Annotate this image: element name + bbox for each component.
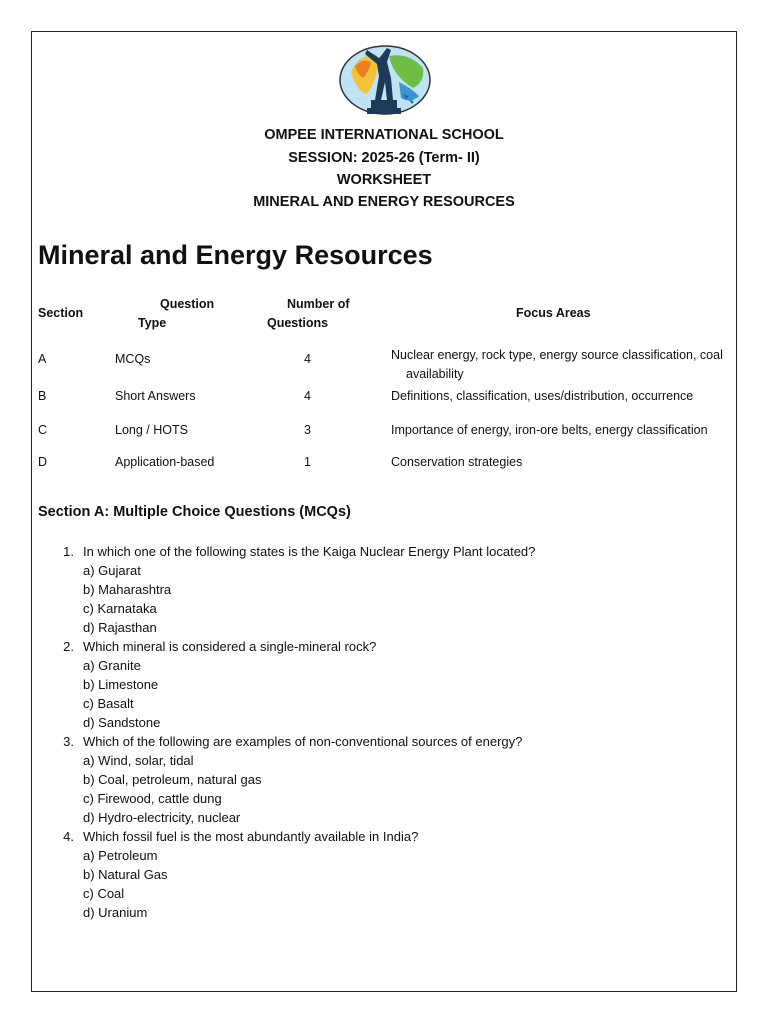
- col-header-number-line2: Questions: [267, 316, 329, 330]
- row-a-count: 4: [304, 352, 311, 366]
- row-d-focus: Conservation strategies: [391, 455, 523, 469]
- question-number: 2.: [63, 639, 74, 654]
- row-a-type: MCQs: [115, 352, 151, 366]
- option-2a: a) Granite: [83, 658, 141, 673]
- worksheet-label: WORKSHEET: [336, 172, 432, 188]
- row-c-section: C: [38, 423, 48, 437]
- option-4c: c) Coal: [83, 886, 125, 901]
- question-1: [32, 542, 732, 561]
- option-1b: b) Maharashtra: [83, 582, 172, 597]
- school-name: OMPEE INTERNATIONAL SCHOOL: [264, 127, 504, 143]
- question-text: Which of the following are examples of non-conventional sources of energy?: [83, 734, 523, 749]
- option-2b: b) Limestone: [83, 677, 159, 692]
- row-d-section: D: [38, 455, 48, 469]
- option-3b: b) Coal, petroleum, natural gas: [83, 772, 262, 787]
- option-2c: c) Basalt: [83, 696, 134, 711]
- col-header-section: Section: [38, 306, 84, 320]
- option-3d: d) Hydro-electricity, nuclear: [83, 810, 241, 825]
- col-header-number-line1: Number of: [287, 297, 350, 311]
- option-1c: c) Karnataka: [83, 601, 157, 616]
- option-4a: a) Petroleum: [83, 848, 158, 863]
- option-4d: d) Uranium: [83, 905, 148, 920]
- row-b-focus: Definitions, classification, uses/distribution, occurrence: [391, 389, 694, 403]
- row-a-section: A: [38, 352, 47, 366]
- col-header-type-line2: Type: [138, 316, 167, 330]
- row-c-count: 3: [304, 423, 311, 437]
- question-text: Which mineral is considered a single-mineral rock?: [83, 639, 377, 654]
- question-2: [32, 637, 732, 656]
- question-number: 3.: [63, 734, 74, 749]
- option-3c: c) Firewood, cattle dung: [83, 791, 222, 806]
- row-c-focus: Importance of energy, iron-ore belts, energy classification: [391, 423, 708, 437]
- option-4b: b) Natural Gas: [83, 867, 168, 882]
- option-1a: a) Gujarat: [83, 563, 141, 578]
- col-header-type-line1: Question: [160, 297, 215, 311]
- worksheet-page: [31, 31, 737, 992]
- row-b-type: Short Answers: [115, 389, 196, 403]
- option-3a: a) Wind, solar, tidal: [83, 753, 194, 768]
- question-number: 4.: [63, 829, 74, 844]
- row-d-count: 1: [304, 455, 311, 469]
- row-c-type: Long / HOTS: [115, 423, 188, 437]
- question-4: [32, 827, 732, 846]
- row-d-type: Application-based: [115, 455, 215, 469]
- question-3: [32, 732, 732, 751]
- option-1d: d) Rajasthan: [83, 620, 157, 635]
- section-a-heading: Section A: Multiple Choice Questions (MCQs): [38, 504, 351, 520]
- session-line: SESSION: 2025-26 (Term- II): [288, 150, 480, 166]
- row-a-focus-line2: availability: [406, 367, 464, 381]
- question-number: 1.: [63, 544, 74, 559]
- topic-line: MINERAL AND ENERGY RESOURCES: [253, 194, 515, 210]
- row-b-section: B: [38, 389, 47, 403]
- school-logo-icon: [337, 42, 433, 122]
- question-text: In which one of the following states is the Kaiga Nuclear Energy Plant located?: [83, 544, 536, 559]
- row-a-focus-line1: Nuclear energy, rock type, energy source classification, coal: [391, 348, 723, 362]
- question-text: Which fossil fuel is the most abundantly available in India?: [83, 829, 419, 844]
- row-b-count: 4: [304, 389, 311, 403]
- page-title: Mineral and Energy Resources: [38, 240, 433, 270]
- option-2d: d) Sandstone: [83, 715, 161, 730]
- col-header-focus: Focus Areas: [516, 306, 591, 320]
